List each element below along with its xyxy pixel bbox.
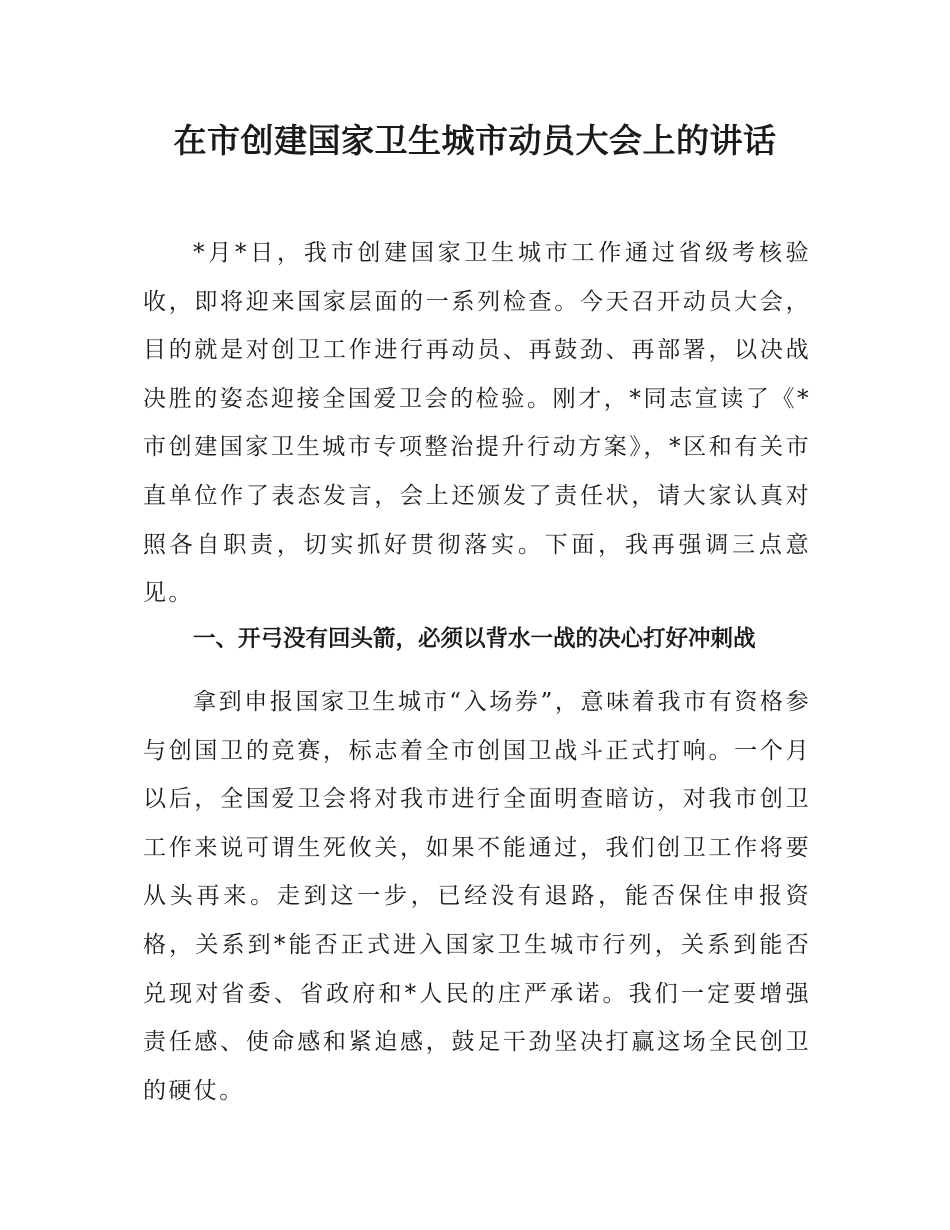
paragraph-intro: *月*日，我市创建国家卫生城市工作通过省级考核验收，即将迎来国家层面的一系列检查。今天召开动员大会，目的就是对创卫工作进行再动员、再鼓劲、再部署，以决战决胜的姿态迎接全国爱卫会的检验。刚才，*同志宣读了《*市创建国家卫生城市专项整治提升行动方案》，*区和有关市直单位作了表态发言，会上还颁发了责任状，请大家认真对照各自职责，切实抓好贯彻落实。下面，我再强调三点意见。 bbox=[143, 240, 811, 607]
paragraph-section-1: 拿到申报国家卫生城市“入场券”，意味着我市有资格参与创国卫的竞赛，标志着全市创国卫战斗正式打响。一个月以后，全国爱卫会将对我市进行全面明查暗访，对我市创卫工作来说可谓生死攸关，如果不能通过，我们创卫工作将要从头再来。走到这一步，已经没有退路，能否保住申报资格，关系到*能否正式进入国家卫生城市行列，关系到能否兑现对省委、省政府和*人民的庄严承诺。我们一定要增强责任感、使命感和紧迫感，鼓足干劲坚决打赢这场全民创卫的硬仗。 bbox=[143, 689, 811, 1104]
section-heading-1: 一、开弓没有回头箭，必须以背水一战的决心打好冲刺战 bbox=[193, 626, 756, 652]
document-title: 在市创建国家卫生城市动员大会上的讲话 bbox=[173, 121, 777, 160]
